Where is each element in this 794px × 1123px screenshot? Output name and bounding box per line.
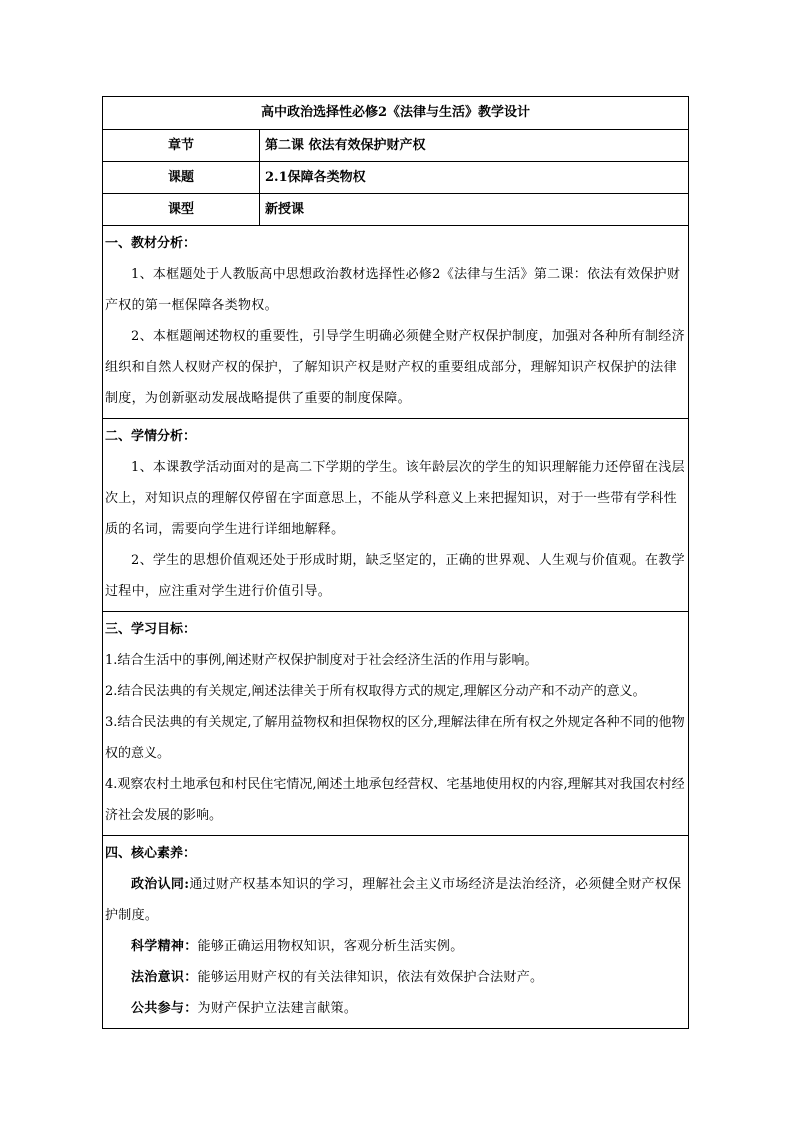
- meta-row-lesson-type: [103, 194, 689, 226]
- section-heading: 四、核心素养：: [105, 846, 197, 861]
- lesson-plan-table: [102, 96, 689, 1029]
- document-title: 高中政治选择性必修2《法律与生活》教学设计: [103, 97, 689, 130]
- literacy-text: 通过财产权基本知识的学习，理解社会主义市场经济是法治经济，必须健全财产权保护制度。: [105, 877, 682, 923]
- literacy-text: 能够正确运用物权知识，客观分析生活实例。: [197, 939, 464, 954]
- goal-item: 1.结合生活中的事例,阐述财产权保护制度对于社会经济生活的作用与影响。: [105, 653, 538, 668]
- meta-label-chapter: 章节: [103, 130, 260, 162]
- literacy-label: 科学精神：: [131, 939, 198, 954]
- literacy-item: [105, 931, 687, 962]
- meta-value-topic: 2.1保障各类物权: [265, 170, 366, 185]
- literacy-text: 为财产保护立法建言献策。: [197, 1001, 358, 1016]
- paragraph: 2、本框题阐述物权的重要性，引导学生明确必须健全财产权保护制度，加强对各种所有制经济组织和自然人权财产权的保护，了解知识产权是财产权的重要组成部分，理解知识产权保护的法律制度，为创新驱动发展战略提供了重要的制度保障。: [105, 329, 685, 406]
- meta-label-topic: 课题: [103, 162, 260, 194]
- section-learning-goals: [103, 612, 689, 836]
- section-heading: 二、学情分析：: [105, 429, 197, 444]
- section-core-literacy: [103, 836, 689, 1029]
- literacy-label: 公共参与：: [131, 1001, 198, 1016]
- goal-item: 4.观察农村土地承包和村民住宅情况,阐述土地承包经营权、宅基地使用权的内容,理解其对我国农村经济社会发展的影响。: [105, 777, 685, 823]
- meta-value-lesson-type: 新授课: [265, 202, 305, 217]
- meta-label-lesson-type: 课型: [103, 194, 260, 226]
- literacy-label: 政治认同:: [131, 877, 190, 892]
- literacy-item: [105, 962, 687, 993]
- literacy-label: 法治意识：: [131, 970, 198, 985]
- goal-item: 3.结合民法典的有关规定,了解用益物权和担保物权的区分,理解法律在所有权之外规定各种不同的他物权的意义。: [105, 715, 685, 761]
- section-heading: 三、学习目标：: [105, 622, 197, 637]
- literacy-item: [105, 869, 687, 931]
- meta-row-topic: [103, 162, 689, 194]
- section-student-analysis: [103, 419, 689, 612]
- paragraph: 2、学生的思想价值观还处于形成时期，缺乏坚定的，正确的世界观、人生观与价值观。在教学过程中，应注重对学生进行价值引导。: [105, 553, 685, 599]
- literacy-text: 能够运用财产权的有关法律知识，依法有效保护合法财产。: [197, 970, 544, 985]
- paragraph: 1、本课教学活动面对的是高二下学期的学生。该年龄层次的学生的知识理解能力还停留在浅层次上，对知识点的理解仅停留在字面意思上，不能从学科意义上来把握知识，对于一些带有学科性质的名词，需要向学生进行详细地解释。: [105, 460, 685, 537]
- meta-value-chapter: 第二课 依法有效保护财产权: [265, 138, 426, 153]
- literacy-item: [105, 993, 687, 1024]
- goal-item: 2.结合民法典的有关规定,阐述法律关于所有权取得方式的规定,理解区分动产和不动产的意义。: [105, 684, 646, 699]
- section-heading: 一、教材分析：: [105, 236, 197, 251]
- section-textbook-analysis: [103, 226, 689, 419]
- meta-row-chapter: [103, 130, 689, 162]
- paragraph: 1、本框题处于人教版高中思想政治教材选择性必修2《法律与生活》第二课：依法有效保护财产权的第一框保障各类物权。: [105, 267, 681, 313]
